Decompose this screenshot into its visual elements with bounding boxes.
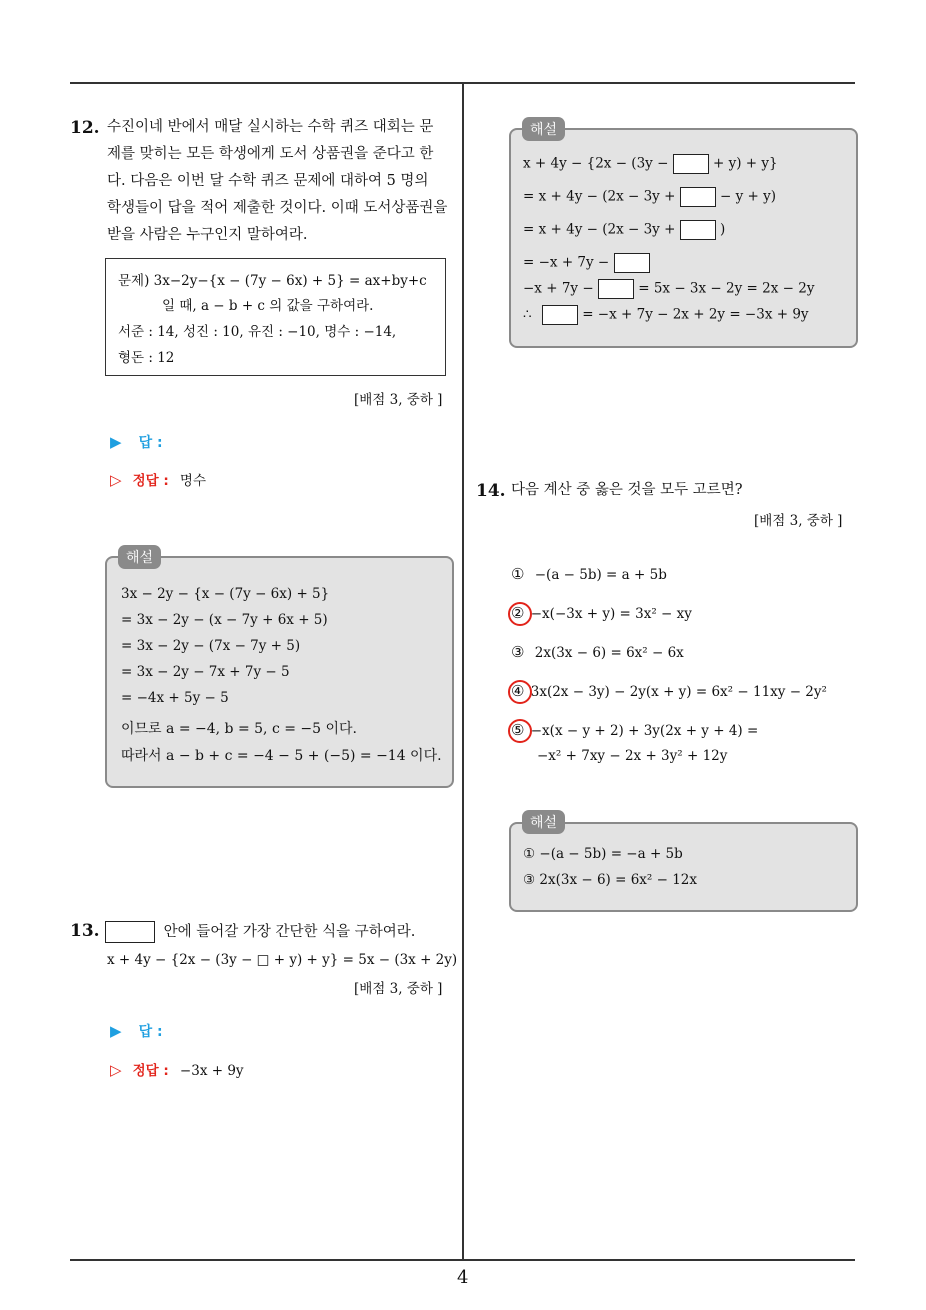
solution-line: = 3x − 2y − 7x + 7y − 5 (121, 664, 290, 680)
page-number: 4 (457, 1267, 469, 1288)
answer-label: 답 : (138, 435, 163, 451)
problem-line: 문제) 3x−2y−{x − (7y − 6x) + 5} = ax+by+c (118, 273, 427, 289)
answer-label: 답 : (138, 1024, 163, 1040)
option-text: −(a − 5b) = a + 5b (534, 567, 667, 583)
solution-text: ) (720, 221, 726, 238)
therefore-symbol: ∴ (523, 306, 532, 323)
q13-question-text: 안에 들어갈 가장 간단한 식을 구하여라. (163, 924, 416, 940)
column-divider (462, 83, 464, 1260)
option-text: −x(x − y + 2) + 3y(2x + y + 4) = (530, 723, 759, 739)
option-text: 2x(3x − 6) = 6x² − 6x (534, 645, 684, 661)
option-mark: ① (511, 565, 525, 583)
option-text: −x(−3x + y) = 3x² − xy (530, 606, 692, 622)
solution-text: = 5x − 3x − 2y = 2x − 2y (638, 280, 815, 297)
triangle-outline-icon: ▷ (110, 1061, 122, 1079)
solution-line (523, 154, 778, 174)
q12-problem-box (105, 258, 446, 376)
bottom-rule (70, 1259, 855, 1261)
problem-line: 일 때, a − b + c 의 값을 구하여라. (162, 298, 374, 314)
play-icon: ▶ (110, 1022, 122, 1040)
q12-points: [배점 3, 중하 ] (354, 392, 443, 408)
solution-line: 이므로 a = −4, b = 5, c = −5 이다. (121, 721, 357, 737)
solution-text: = −x + 7y − (523, 254, 610, 271)
solution-line (523, 279, 814, 299)
solution-blank (680, 187, 716, 207)
option-text: 3x(2x − 3y) − 2y(x + y) = 6x² − 11xy − 2y² (530, 684, 827, 700)
q12-solution-tag: 해설 (118, 545, 161, 569)
solution-text: = x + 4y − (2x − 3y + (523, 188, 676, 205)
q13-points: [배점 3, 중하 ] (354, 981, 443, 997)
q13-number: 13. (70, 921, 100, 941)
q13-solution-tag: 해설 (522, 117, 565, 141)
selection-circle-4 (508, 680, 532, 704)
solution-line: = 3x − 2y − (x − 7y + 6x + 5) (121, 612, 328, 628)
q12-question (107, 114, 457, 249)
solution-line: 따라서 a − b + c = −4 − 5 + (−5) = −14 이다. (121, 748, 442, 764)
solution-line: = 3x − 2y − (7x − 7y + 5) (121, 638, 301, 654)
q13-solution-box (509, 128, 858, 348)
option-continuation: −x² + 7xy − 2x + 3y² + 12y (537, 748, 728, 764)
q14-solution-tag: 해설 (522, 810, 565, 834)
option-mark: ⑤ (511, 721, 525, 739)
q12-line: 다. 다음은 이번 달 수학 퀴즈 문제에 대하여 5 명의 (107, 173, 429, 189)
problem-line: 형돈 : 12 (118, 350, 175, 366)
q13-answer-row (110, 1021, 163, 1041)
solution-line: 3x − 2y − {x − (7y − 6x) + 5} (121, 586, 330, 602)
solution-blank (673, 154, 709, 174)
answer-blank (105, 921, 155, 943)
solution-blank (542, 305, 578, 325)
q14-question-text: 다음 계산 중 옳은 것을 모두 고르면? (511, 482, 743, 498)
option-item (511, 604, 692, 622)
solution-text: − y + y) (720, 188, 777, 205)
q14-points: [배점 3, 중하 ] (754, 513, 843, 529)
option-mark: ③ (511, 643, 525, 661)
solution-text: = x + 4y − (2x − 3y + (523, 221, 676, 238)
q12-number: 12. (70, 118, 100, 138)
q12-solution-box (105, 556, 454, 788)
option-item (511, 682, 827, 700)
triangle-outline-icon: ▷ (110, 471, 122, 489)
q14-options (511, 565, 851, 775)
q13-question-row (105, 919, 415, 946)
solution-blank (598, 279, 634, 299)
option-item (511, 643, 684, 661)
solution-line (523, 253, 650, 273)
correct-value: 명수 (179, 473, 207, 489)
solution-blank (614, 253, 650, 273)
solution-line: = −4x + 5y − 5 (121, 690, 229, 706)
q12-line: 수진이네 반에서 매달 실시하는 수학 퀴즈 대회는 문 (107, 119, 434, 135)
solution-blank (680, 220, 716, 240)
play-icon: ▶ (110, 433, 122, 451)
solution-line: ① −(a − 5b) = −a + 5b (523, 846, 683, 862)
correct-value: −3x + 9y (179, 1063, 244, 1079)
solution-line (523, 305, 809, 325)
solution-line (523, 187, 776, 207)
q14-solution-box (509, 822, 858, 912)
q12-line: 학생들이 답을 적어 제출한 것이다. 이때 도서상품권을 (107, 200, 448, 216)
option-mark: ④ (511, 682, 525, 700)
q12-correct-row (110, 469, 206, 489)
problem-line: 서준 : 14, 성진 : 10, 유진 : −10, 명수 : −14, (118, 324, 397, 340)
solution-line: ③ 2x(3x − 6) = 6x² − 12x (523, 872, 698, 888)
correct-label: 정답 : (132, 473, 169, 489)
option-item (511, 721, 758, 739)
solution-line (523, 220, 725, 240)
q12-answer-row (110, 432, 163, 452)
q12-line: 제를 맞히는 모든 학생에게 도서 상품권을 준다고 한 (107, 146, 434, 162)
q13-equation: x + 4y − {2x − (3y − □ + y) + y} = 5x − (3x + 2y) (107, 952, 458, 968)
q13-correct-row (110, 1059, 244, 1079)
option-mark: ② (511, 604, 525, 622)
solution-text: x + 4y − {2x − (3y − (523, 155, 669, 172)
selection-circle-2 (508, 602, 532, 626)
q12-line: 받을 사람은 누구인지 말하여라. (107, 227, 308, 243)
solution-text: + y) + y} (712, 155, 778, 172)
correct-label: 정답 : (132, 1063, 169, 1079)
option-item (511, 565, 667, 583)
solution-text: = −x + 7y − 2x + 2y = −3x + 9y (582, 306, 809, 323)
q14-number: 14. (476, 481, 506, 501)
solution-text: −x + 7y − (523, 280, 594, 297)
selection-circle-5 (508, 719, 532, 743)
